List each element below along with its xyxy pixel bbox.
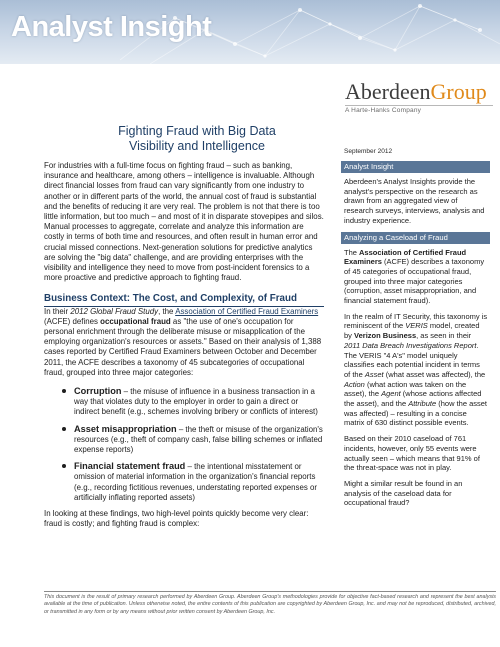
report-title: 2011 Data Breach Investigations Report — [344, 340, 477, 350]
verizon-term: Verizon Business — [354, 331, 417, 341]
attribute-term: Attribute — [408, 399, 437, 409]
sidebar-text: The — [344, 247, 360, 257]
logo-word-main: Aberdeen — [345, 79, 431, 104]
banner-title: Analyst Insight — [11, 11, 212, 43]
aberdeen-group-logo — [345, 80, 495, 114]
asset-term: Asset — [364, 369, 384, 379]
sidebar-section-caseload — [341, 244, 500, 509]
sidebar-text: model, created by — [344, 321, 480, 341]
sidebar-text: (what asset was affected), the — [383, 369, 486, 379]
logo-tagline: A Harte-Hanks Company — [345, 107, 422, 114]
sidebar-paragraph — [344, 312, 488, 428]
list-item — [62, 461, 324, 503]
bullet-term: Asset misappropriation — [74, 423, 177, 434]
sidebar-paragraph: Might a similar result be found in an analysis of the caseload data for occupational fraud? — [344, 478, 463, 508]
intro-paragraph: For industries with a full-time focus on fighting fraud – such as banking, insurance and healthcare, among others – intelligence is invaluable. Although direct financial losses from fraud can vary significantly from one industry to another or in different parts of the world, the annual cost of fraud is substantial and the benefits of reducing it are very real. The problem is not that there is too little information, but too much – and most of it in disparate stovepipes and silos. Manual processes to aggregate, correlate and analyze this information are costly in terms of both time and resources, and often result in human error and crucial missed connections. Next-generation solutions for predictive analytics are solving the "big data" challenge, and are providing enterprises with the visibility and intelligence they need to move from post-incident forensics to a more proactive and predictive approach to fighting fraud. — [44, 161, 324, 283]
sidebar-text: (what action was taken on the asset), the — [344, 379, 467, 399]
agent-term: Agent — [381, 389, 401, 399]
occupational-fraud-term: occupational fraud — [100, 316, 171, 326]
sidebar-paragraph: Aberdeen's Analyst Insights provide the analyst's perspective on the research as drawn from an aggregated view of research surveys, interviews, analysis and industry experience. — [344, 177, 485, 225]
list-item — [62, 386, 324, 418]
header-banner — [0, 0, 500, 64]
sidebar-text: , as seen in their — [416, 331, 472, 341]
logo-divider — [345, 105, 493, 106]
sidebar-text: (whose actions affected the asset), and the — [344, 389, 482, 409]
section-text: (ACFE) defines — [44, 316, 101, 326]
document-title-line-2: Visibility and Intelligence — [129, 139, 265, 153]
logo-wordmark — [345, 80, 495, 104]
document-title — [80, 124, 314, 154]
document-title-line-1: Fighting Fraud with Big Data — [118, 124, 276, 138]
section-text: , the — [158, 306, 176, 316]
sidebar-paragraph: Based on their 2010 caseload of 761 incidents, however, only 55 events were actually seen – which means that 91% of the threat-space was not in play. — [344, 434, 480, 473]
footer-divider — [44, 591, 496, 592]
section-heading: Business Context: The Cost, and Complexity, of Fraud — [44, 294, 324, 306]
closing-paragraph: In looking at these findings, two high-level points quickly become very clear: fraud is costly; and fighting fraud is complex: — [44, 509, 309, 529]
section-text: as "the use of one's occupation for personal enrichment through the deliberate misuse or misapplication of the employing organization's resources or assets." Based on their analysis of 1,388 cases reported by Certified Fraud Examiners between October and December 2011, the ACFE describes a taxonomy of 45 subcategories of occupational fraud, grouped into three major categories: — [44, 316, 322, 377]
section-paragraph — [44, 307, 324, 378]
bullet-text: – the intentional misstatement or omission of material information in the organization's financial reports (e.g., recording fictitious revenues, understating reported expenses or artificially inflating reported assets) — [74, 462, 317, 502]
bullet-term: Corruption — [74, 386, 122, 397]
sidebar-text: (ACFE) describes a taxonomy of 45 categories of occupational fraud, grouped into three major categories (corruption, asset misappropriation, and financial statement fraud). — [344, 257, 485, 306]
acfe-term: Association of Certified Fraud Examiners — [344, 247, 467, 267]
section-text: In their — [44, 306, 71, 316]
publication-date: September 2012 — [344, 148, 393, 155]
sidebar-text: In the realm of IT Security, this taxonomy is reminiscent of the — [344, 311, 488, 331]
sidebar-paragraph — [344, 248, 488, 306]
sidebar-text: (how the asset was affected) – resulting in a concise matrix of 630 distinct possible events. — [344, 399, 488, 428]
fraud-category-list — [62, 386, 324, 503]
main-column — [44, 161, 324, 530]
bullet-text: – the theft or misuse of the organization's resources (e.g., theft of company cash, false billing schemes or inflated expense reports) — [74, 424, 323, 455]
bullet-term: Financial statement fraud — [74, 461, 186, 472]
study-title: 2012 Global Fraud Study — [70, 306, 159, 316]
acfe-link[interactable]: Association of Certified Fraud Examiners — [175, 306, 319, 316]
action-term: Action — [344, 379, 365, 389]
bullet-text: – the misuse of influence in a business transaction in a way that violates duty to the employer in order to gain a direct or indirect benefit (e.g., schemes involving bribery or conflicts of interest) — [74, 387, 318, 417]
sidebar — [341, 161, 500, 514]
veris-term: VERIS — [405, 321, 428, 331]
sidebar-heading-caseload: Analyzing a Caseload of Fraud — [341, 232, 490, 244]
footer-disclaimer: This document is the result of primary research performed by Aberdeen Group. Aberdeen Group's methodologies provide for objective fact-based research and represent the best analysis available at the time of publication. Unless otherwise noted, the entire contents of this publication are copyrighted by Aberdeen Group, Inc. and may not be reproduced, distributed, archived, or transmitted in any form or by any means without prior written consent by Aberdeen Group, Inc. — [44, 594, 496, 615]
sidebar-text: . The VERIS "4 A's" model uniquely classifies each potential incident in terms of the — [344, 340, 480, 379]
list-item — [62, 424, 324, 456]
sidebar-section-analyst-insight — [341, 173, 500, 226]
logo-word-accent: Group — [430, 79, 487, 104]
sidebar-heading-analyst-insight: Analyst Insight — [341, 161, 490, 173]
